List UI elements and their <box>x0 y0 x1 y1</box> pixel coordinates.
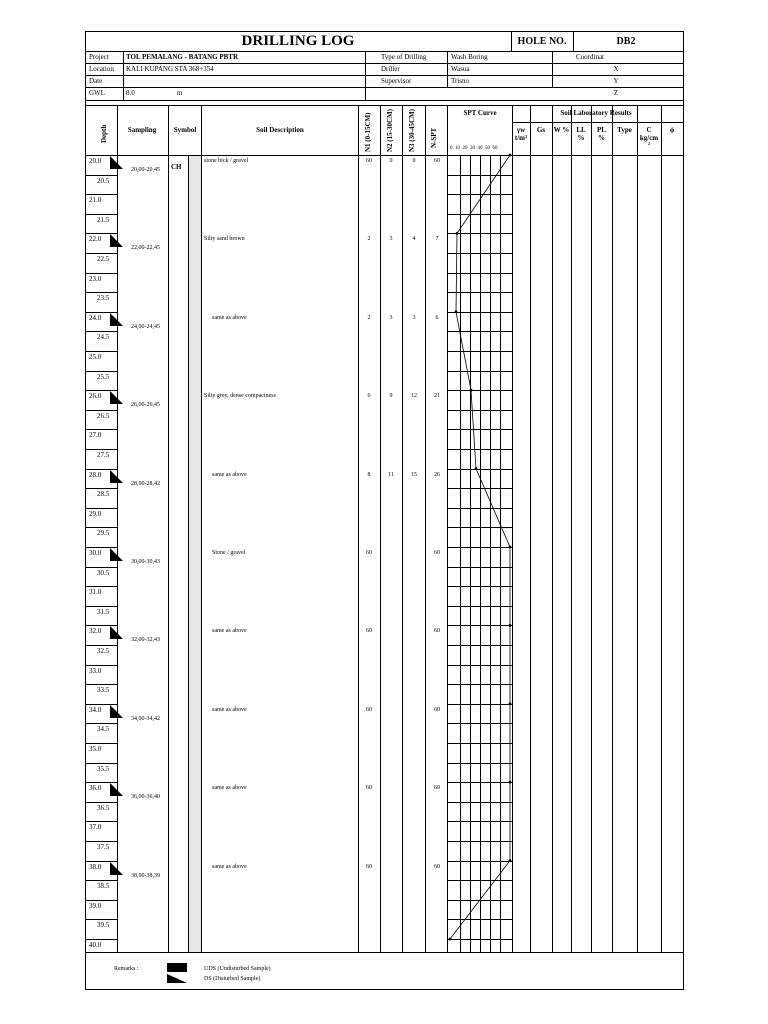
soil-description: Silty sand brown <box>204 236 245 243</box>
soil-description: same as above <box>212 785 247 792</box>
depth-label: 34.0 <box>89 705 102 714</box>
depth-label: 35.5 <box>97 764 110 773</box>
lab-column-header: C kg/cm ² <box>639 126 659 150</box>
depth-label: 29.5 <box>97 529 110 538</box>
sample-range: 20,00-20,45 <box>131 167 160 173</box>
lab-column-header: LL % <box>576 126 586 142</box>
spt-point <box>449 938 452 941</box>
hole-no-label: HOLE NO. <box>517 36 567 47</box>
info-right-label: Supervisor <box>381 77 412 85</box>
symbol-header: Symbol <box>173 126 197 134</box>
nspt-value: 60 <box>434 706 440 713</box>
nspt-value: 21 <box>434 393 440 400</box>
n2-value: 3 <box>389 314 393 321</box>
n3-value: 0 <box>412 158 416 164</box>
nspt-value: 6 <box>435 314 439 321</box>
depth-label: 39.5 <box>97 921 110 930</box>
coordinate-x: X <box>613 65 619 73</box>
info-value: TOL PEMALANG - BATANG PBTR <box>126 53 239 61</box>
info-unit: m <box>177 89 183 97</box>
n1-value: 60 <box>366 706 372 713</box>
depth-label: 37.0 <box>89 823 102 832</box>
n2-value: 9 <box>389 393 393 400</box>
depth-label: 27.0 <box>89 431 102 440</box>
depth-label: 35.0 <box>89 745 102 753</box>
nspt-header: N-SPT <box>430 127 438 148</box>
n3-value: 15 <box>411 471 417 478</box>
info-right-value: Wash Boring <box>451 53 488 61</box>
depth-label: 28.0 <box>89 470 102 479</box>
info-label: GWL <box>89 89 105 97</box>
depth-label: 31.5 <box>97 607 110 616</box>
soil-description-header: Soil Description <box>256 126 304 134</box>
n1-header: N1 (0-15CM) <box>364 112 372 152</box>
depth-label: 33.5 <box>97 686 110 695</box>
sample-range: 26,00-26,45 <box>131 402 160 409</box>
spt-point <box>509 702 512 705</box>
sampling-header: Sampling <box>127 126 157 134</box>
coordinate-y: Y <box>613 77 619 85</box>
spt-point <box>470 389 473 392</box>
depth-label: 33.0 <box>89 666 102 675</box>
nspt-value: 7 <box>435 236 439 243</box>
nspt-value: 60 <box>434 628 440 635</box>
soil-symbol-label: CH <box>171 163 182 171</box>
n3-value: 12 <box>411 393 417 400</box>
n1-value: 60 <box>366 628 372 635</box>
depth-label: 20.0 <box>89 157 102 165</box>
n3-value: 4 <box>412 236 416 243</box>
sample-range: 36,00-36,40 <box>131 794 160 801</box>
depth-label: 29.0 <box>89 509 102 518</box>
nspt-value: 60 <box>434 785 440 792</box>
info-value: 8.0 <box>126 89 135 97</box>
depth-label: 30.5 <box>97 568 110 577</box>
info-right-value: Wasua <box>451 65 470 73</box>
lab-column-header: W % <box>553 126 570 134</box>
n1-value: 6 <box>367 393 371 400</box>
n1-value: 60 <box>366 550 372 556</box>
depth-label: 39.0 <box>89 901 102 910</box>
depth-label: 27.5 <box>97 451 110 459</box>
spt-point <box>509 781 512 784</box>
depth-label: 26.5 <box>97 411 110 420</box>
legend-sample-icon <box>167 963 189 985</box>
sample-range: 28,00-28,42 <box>131 480 160 487</box>
depth-label: 32.0 <box>89 627 102 636</box>
soil-description: stone bick / gravel <box>204 158 249 164</box>
sample-range: 34,00-34,42 <box>131 715 160 722</box>
sample-range: 32,00-32,43 <box>131 637 160 644</box>
depth-header: Depth <box>100 124 108 143</box>
n1-value: 60 <box>366 863 372 870</box>
nspt-value: 26 <box>434 471 440 478</box>
document-title: DRILLING LOG <box>241 33 355 49</box>
lab-column-header: Type <box>617 126 632 134</box>
spt-point <box>475 467 478 470</box>
sample-range: 30,00-30,43 <box>131 559 160 565</box>
lab-column-header: γw t/m³ <box>514 126 528 142</box>
depth-label: 38.0 <box>89 862 102 871</box>
lab-results-header: Soil Laboratory Results <box>560 109 632 117</box>
n1-value: 60 <box>366 785 372 792</box>
spt-point <box>509 154 512 157</box>
spt-point <box>456 232 459 235</box>
soil-description: Silty grey, dense compactness <box>204 393 276 400</box>
info-label: Project <box>89 53 109 61</box>
depth-label: 36.5 <box>97 803 110 812</box>
n1-value: 2 <box>367 236 371 243</box>
depth-label: 38.5 <box>97 882 110 891</box>
legend-uds: UDS (Undisturbed Sample) <box>204 966 271 972</box>
depth-label: 22.5 <box>97 255 110 263</box>
nspt-value: 60 <box>434 863 440 870</box>
depth-label: 34.5 <box>97 725 110 734</box>
sample-range: 24,00-24,45 <box>131 323 160 330</box>
soil-description: same as above <box>212 706 247 713</box>
depth-label: 21.5 <box>97 215 110 224</box>
sample-range: 38,00-38,39 <box>131 872 160 879</box>
depth-label: 21.0 <box>89 196 102 205</box>
spt-scale-labels: 0 10 20 30 40 50 60 <box>450 146 498 151</box>
hole-no-value: DB2 <box>616 36 636 47</box>
coordinate-z: Z <box>613 89 619 97</box>
depth-label: 26.0 <box>89 392 102 401</box>
lab-column-header: ϕ <box>669 126 675 134</box>
depth-label: 37.5 <box>97 843 110 851</box>
depth-label: 22.0 <box>89 235 102 244</box>
depth-label: 31.0 <box>89 588 102 597</box>
lab-column-header: PL % <box>597 126 606 142</box>
n2-value: 3 <box>389 236 393 243</box>
n3-header: N3 (30-45CM) <box>408 109 416 152</box>
n2-header: N2 (15-30CM) <box>386 109 394 152</box>
depth-label: 20.5 <box>97 176 110 185</box>
n1-value: 2 <box>367 314 371 321</box>
spt-point <box>509 624 512 627</box>
coordinate-title: Coordinat <box>576 53 604 61</box>
lab-column-header: Gs <box>536 126 546 134</box>
info-label: Date <box>89 77 103 85</box>
n1-value: 60 <box>366 158 372 164</box>
depth-label: 25.5 <box>97 372 110 381</box>
spt-curve-line <box>450 155 510 939</box>
soil-description: same as above <box>212 314 247 321</box>
n2-value: 0 <box>389 158 393 164</box>
spt-curve-header: SPT Curve <box>463 109 497 117</box>
n1-value: 8 <box>367 471 371 478</box>
soil-description: Stone / gravel <box>212 550 246 556</box>
spt-point <box>509 859 512 862</box>
depth-label: 30.0 <box>89 549 102 557</box>
depth-label: 28.5 <box>97 490 110 499</box>
depth-label: 32.5 <box>97 647 110 655</box>
info-label: Location <box>89 65 114 73</box>
spt-point <box>455 310 458 313</box>
nspt-value: 60 <box>434 550 440 556</box>
soil-description: same as above <box>212 863 247 870</box>
spt-point <box>509 546 512 549</box>
legend-ds: DS (Disturbed Sample) <box>204 976 261 982</box>
info-right-value: Trisno <box>451 77 470 85</box>
info-right-label: Type of Drilling <box>381 53 427 61</box>
depth-label: 23.0 <box>89 274 102 283</box>
depth-label: 24.0 <box>89 313 102 322</box>
remarks-label: Remarks : <box>114 966 139 972</box>
nspt-value: 60 <box>434 158 440 164</box>
sample-range: 22,00-22,45 <box>131 245 160 252</box>
depth-label: 36.0 <box>89 784 102 793</box>
info-right-label: Driller <box>381 65 400 73</box>
soil-description: same as above <box>212 628 247 635</box>
depth-label: 40.0 <box>89 941 102 949</box>
depth-label: 24.5 <box>97 333 110 342</box>
soil-description: same as above <box>212 471 247 478</box>
n3-value: 3 <box>412 314 416 321</box>
depth-label: 25.0 <box>89 353 102 361</box>
info-value: KALI KUPANG STA 368+354 <box>126 65 214 73</box>
n2-value: 11 <box>388 471 394 478</box>
depth-label: 23.5 <box>97 294 110 303</box>
